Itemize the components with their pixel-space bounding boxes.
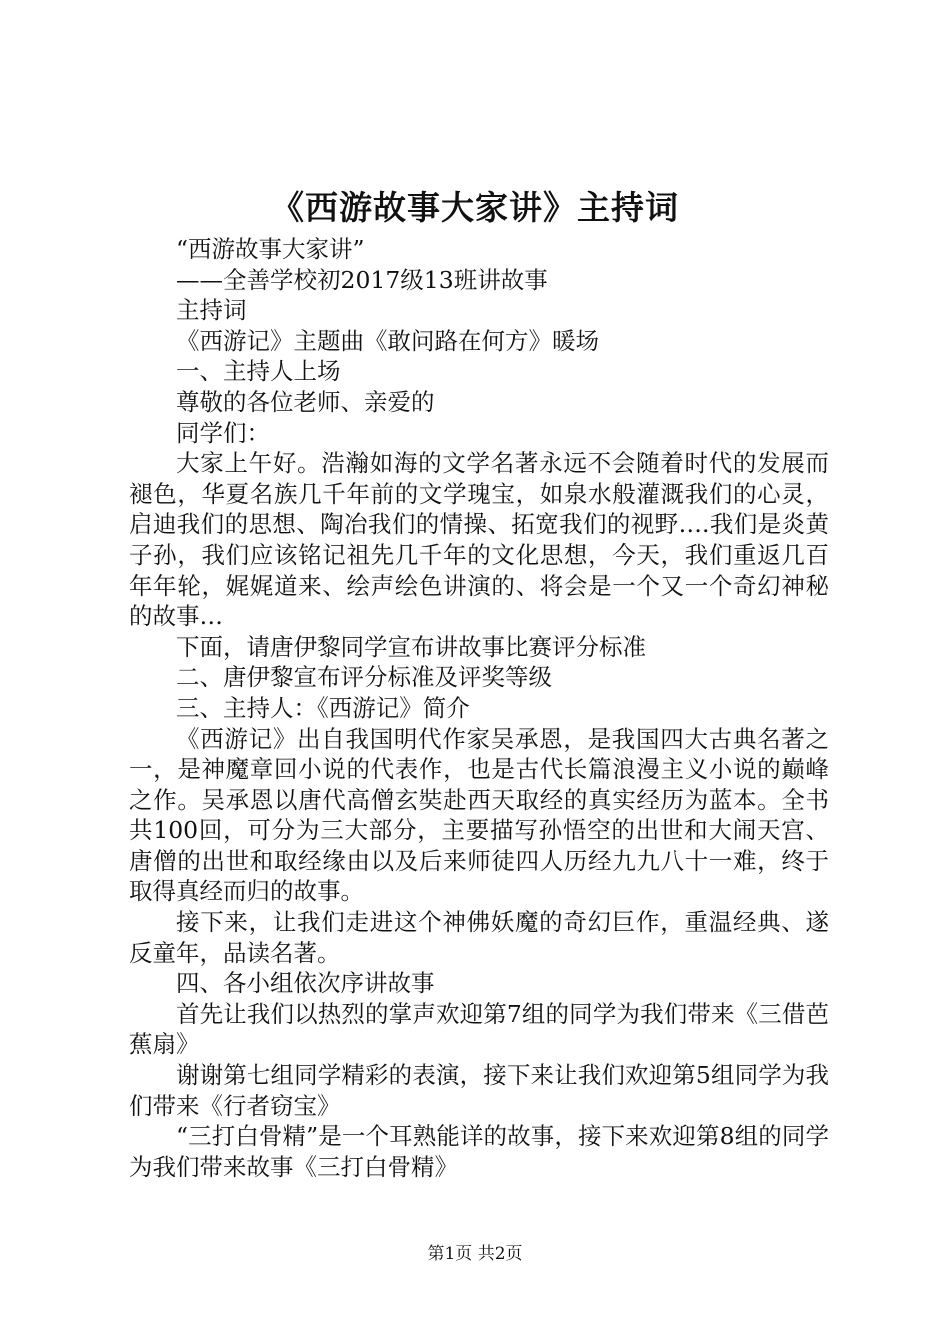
document-body: [129, 234, 829, 1182]
paragraph-scoring-intro: 下面，请唐伊黎同学宣布讲故事比赛评分标准: [176, 632, 646, 661]
paragraph-group-5: 谢谢第七组同学精彩的表演，接下来让我们欢迎第5组同学为我们带来《行者窃宝》: [129, 1061, 829, 1120]
paragraph-section-3: 三、主持人：《西游记》简介: [176, 693, 470, 722]
paragraph-subtitle: “西游故事大家讲”: [176, 235, 365, 263]
paragraph-section-2: 二、唐伊黎宣布评分标准及评奖等级: [176, 663, 552, 692]
paragraph-opening: 大家上午好。浩瀚如海的文学名著永远不会随着时代的发展而褪色，华夏名族几千年前的文学瑰宝，如泉水般灌溉我们的心灵，启迪我们的思想、陶冶我们的情操、拓宽我们的视野….我们是炎黄子孙，我们应该铭记祖先几千年的文化思想，今天，我们重返几百年年轮，娓娓道来、绘声绘色讲演的、将会是一个又一个奇幻神秘的故事…: [129, 449, 829, 631]
paragraph-greeting-2: 同学们：: [176, 418, 270, 447]
paragraph-section-1: 一、主持人上场: [176, 357, 341, 386]
page-number: 第1页: [427, 1244, 473, 1264]
paragraph-greeting-1: 尊敬的各位老师、亲爱的: [176, 387, 435, 416]
paragraph-transition: 接下来，让我们走进这个神佛妖魔的奇幻巨作，重温经典、遂反童年，品读名著。: [129, 908, 829, 967]
page-total: 共2页: [477, 1244, 523, 1264]
paragraph-section-4: 四、各小组依次序讲故事: [176, 969, 435, 998]
paragraph-book-intro: 《西游记》出自我国明代作家吴承恩，是我国四大古典名著之一，是神魔章回小说的代表作，也是古代长篇浪漫主义小说的巅峰之作。吴承恩以唐代高僧玄奘赴西天取经的真实经历为蓝本。全书共100回，可分为三大部分，主要描写孙悟空的出世和大闹天宫、唐僧的出世和取经缘由以及后来师徒四人历经九九八十一难，终于取得真经而归的故事。: [129, 724, 829, 906]
document-title: 《西游故事大家讲》主持词: [271, 188, 679, 227]
paragraph-host-words: 主持词: [176, 296, 247, 325]
paragraph-warmup: 《西游记》主题曲《敢问路在何方》暖场: [176, 326, 599, 355]
page-footer: [0, 1242, 950, 1266]
paragraph-group-8: “三打白骨精”是一个耳熟能详的故事，接下来欢迎第8组的同学为我们带来故事《三打白骨精》: [129, 1122, 829, 1181]
paragraph-group-7: 首先让我们以热烈的掌声欢迎第7组的同学为我们带来《三借芭蕉扇》: [129, 999, 829, 1059]
paragraph-class-line: ——全善学校初2017级13班讲故事: [176, 265, 548, 294]
